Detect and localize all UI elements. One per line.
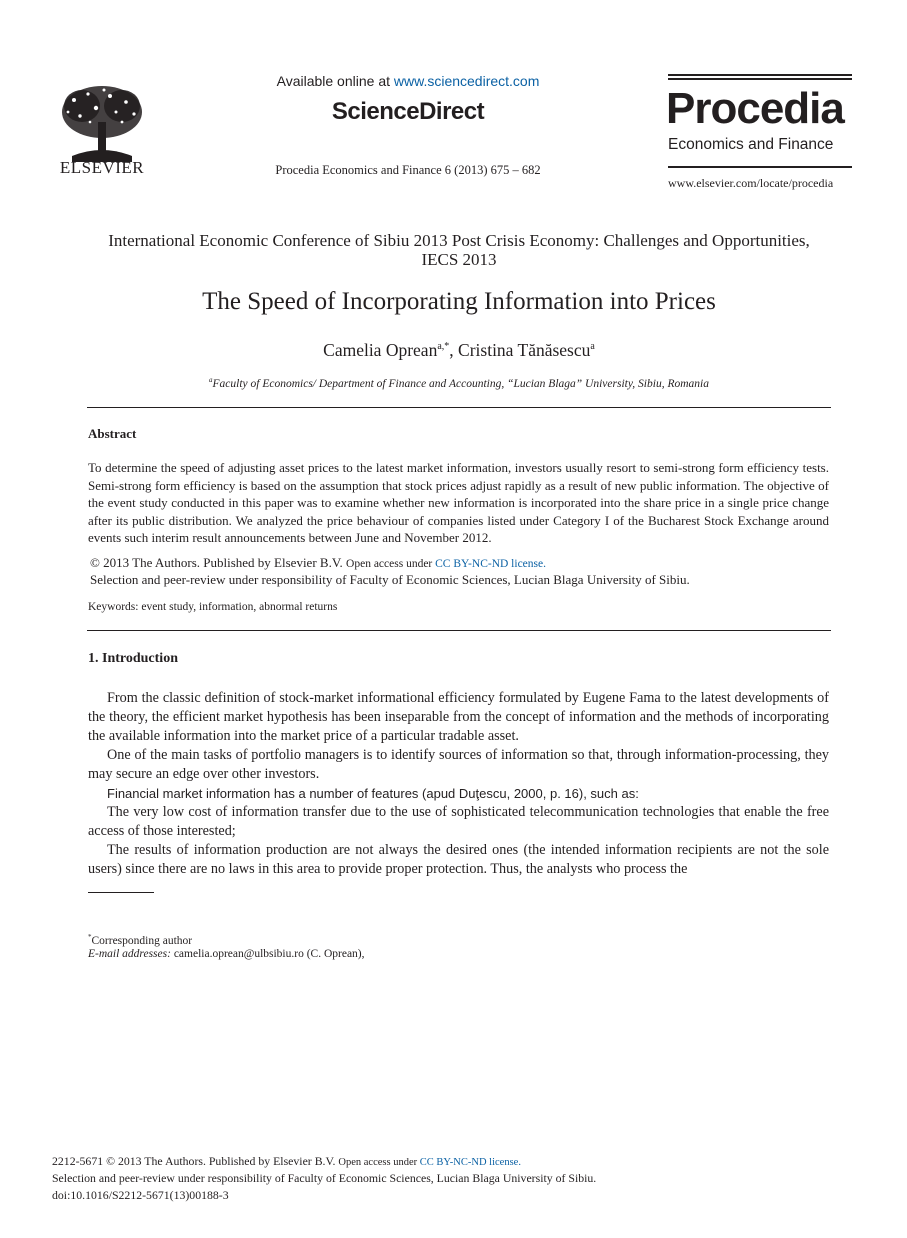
email-address[interactable]: camelia.oprean@ulbsibiu.ro (C. Oprean),	[173, 948, 365, 960]
publisher-name: ELSEVIER	[59, 158, 145, 177]
copyright-text: © 2013 The Authors. Published by Elsevier B.V.	[90, 555, 347, 570]
footer-license-link[interactable]: CC BY-NC-ND license.	[419, 1157, 521, 1168]
footer-issn-text: 2212-5671 © 2013 The Authors. Published by Elsevier B.V.	[52, 1154, 339, 1168]
section-heading-introduction: 1. Introduction	[88, 651, 178, 666]
introduction-body	[88, 689, 829, 879]
paragraph-5: The results of information production are not always the desired ones (the intended information recipients are not the sole users) since there are no laws in this area to provide proper protection. Thus, the analysts who process the	[88, 842, 829, 877]
procedia-subtitle: Economics and Finance	[668, 136, 834, 153]
paragraph-4: The very low cost of information transfer due to the use of sophisticated telecommunication technologies that enable the free access of those interested;	[88, 804, 829, 839]
peer-review-line: Selection and peer-review under responsibility of Faculty of Economic Sciences, Lucian Blaga University of Sibiu.	[90, 572, 690, 587]
paragraph-3: Financial market information has a number of features (apud Duţescu, 2000, p. 16), such as:	[107, 786, 639, 801]
author-list	[90, 340, 828, 361]
procedia-top-rules	[668, 74, 852, 82]
paragraph-2: One of the main tasks of portfolio managers is to identify sources of information so that, through information-processing, they may secure an edge over other investors.	[88, 747, 829, 782]
affiliation-marker: a	[209, 376, 213, 384]
footnote-corresponding	[88, 933, 192, 947]
author-1-marker: a,*	[437, 341, 450, 353]
author-separator: ,	[449, 340, 459, 360]
footnote-email	[88, 948, 365, 960]
author-2: Cristina Tănăsescu	[458, 340, 591, 360]
affiliation	[90, 376, 828, 390]
copyright-line	[90, 555, 831, 571]
keywords: Keywords: event study, information, abnormal returns	[88, 601, 338, 613]
abstract-heading: Abstract	[88, 426, 137, 441]
footer-peer-review: Selection and peer-review under responsibility of Faculty of Economic Sciences, Lucian Blaga University of Sibiu.	[52, 1171, 597, 1185]
footer-open-access: Open access under	[338, 1157, 420, 1168]
author-2-marker: a	[590, 341, 595, 353]
email-label: E-mail addresses:	[88, 948, 174, 960]
footnote-marker: *	[88, 933, 92, 941]
divider-top	[87, 407, 831, 408]
license-link[interactable]: CC BY-NC-ND license.	[435, 558, 546, 570]
abstract-text: To determine the speed of adjusting asset prices to the latest market information, investors usually resort to semi-strong form efficiency tests. Semi-strong form efficiency is based on the assumption that stock prices adjust rapidly as a result of new public information. The objective of the event study conducted in this paper was to examine whether new information is incorporated into the share price in a single price change after its public distribution. We analyzed the price behaviour of companies listed under Category I of the Bucharest Stock Exchange around events such interim result announcements between June and November 2012.	[88, 460, 829, 546]
procedia-url[interactable]: www.elsevier.com/locate/procedia	[668, 176, 834, 190]
conference-name: International Economic Conference of Sibiu 2013 Post Crisis Economy: Challenges and Opportunities, IECS 2013	[108, 231, 810, 269]
footnote-corresponding-text: Corresponding author	[91, 934, 193, 947]
journal-reference: Procedia Economics and Finance 6 (2013) 675 – 682	[275, 163, 541, 177]
footer-doi[interactable]: doi:10.1016/S2212-5671(13)00188-3	[52, 1188, 229, 1202]
footer-issn	[52, 1154, 521, 1169]
affiliation-text: Faculty of Economics/ Department of Finance and Accounting, “Lucian Blaga” University, Sibiu, Romania	[212, 377, 709, 390]
sciencedirect-link[interactable]: www.sciencedirect.com	[393, 73, 540, 89]
footnote-rule	[88, 892, 154, 893]
available-online	[238, 73, 578, 89]
procedia-divider	[668, 166, 852, 168]
divider-bottom	[87, 630, 831, 631]
paragraph-1: From the classic definition of stock-market informational efficiency formulated by Eugene Fama to the latest developments of the theory, the efficient market hypothesis has been inseparable from the concept of information and the methods of incorporating the available information into the market price of a particular tradable asset.	[88, 690, 829, 744]
paper-title: The Speed of Incorporating Information into Prices	[202, 288, 716, 315]
available-prefix: Available online at	[276, 73, 394, 89]
author-1: Camelia Oprean	[323, 340, 438, 360]
sciencedirect-brand: ScienceDirect	[331, 98, 485, 125]
open-access-text: Open access under	[346, 558, 436, 570]
procedia-logo: Procedia	[666, 84, 844, 133]
